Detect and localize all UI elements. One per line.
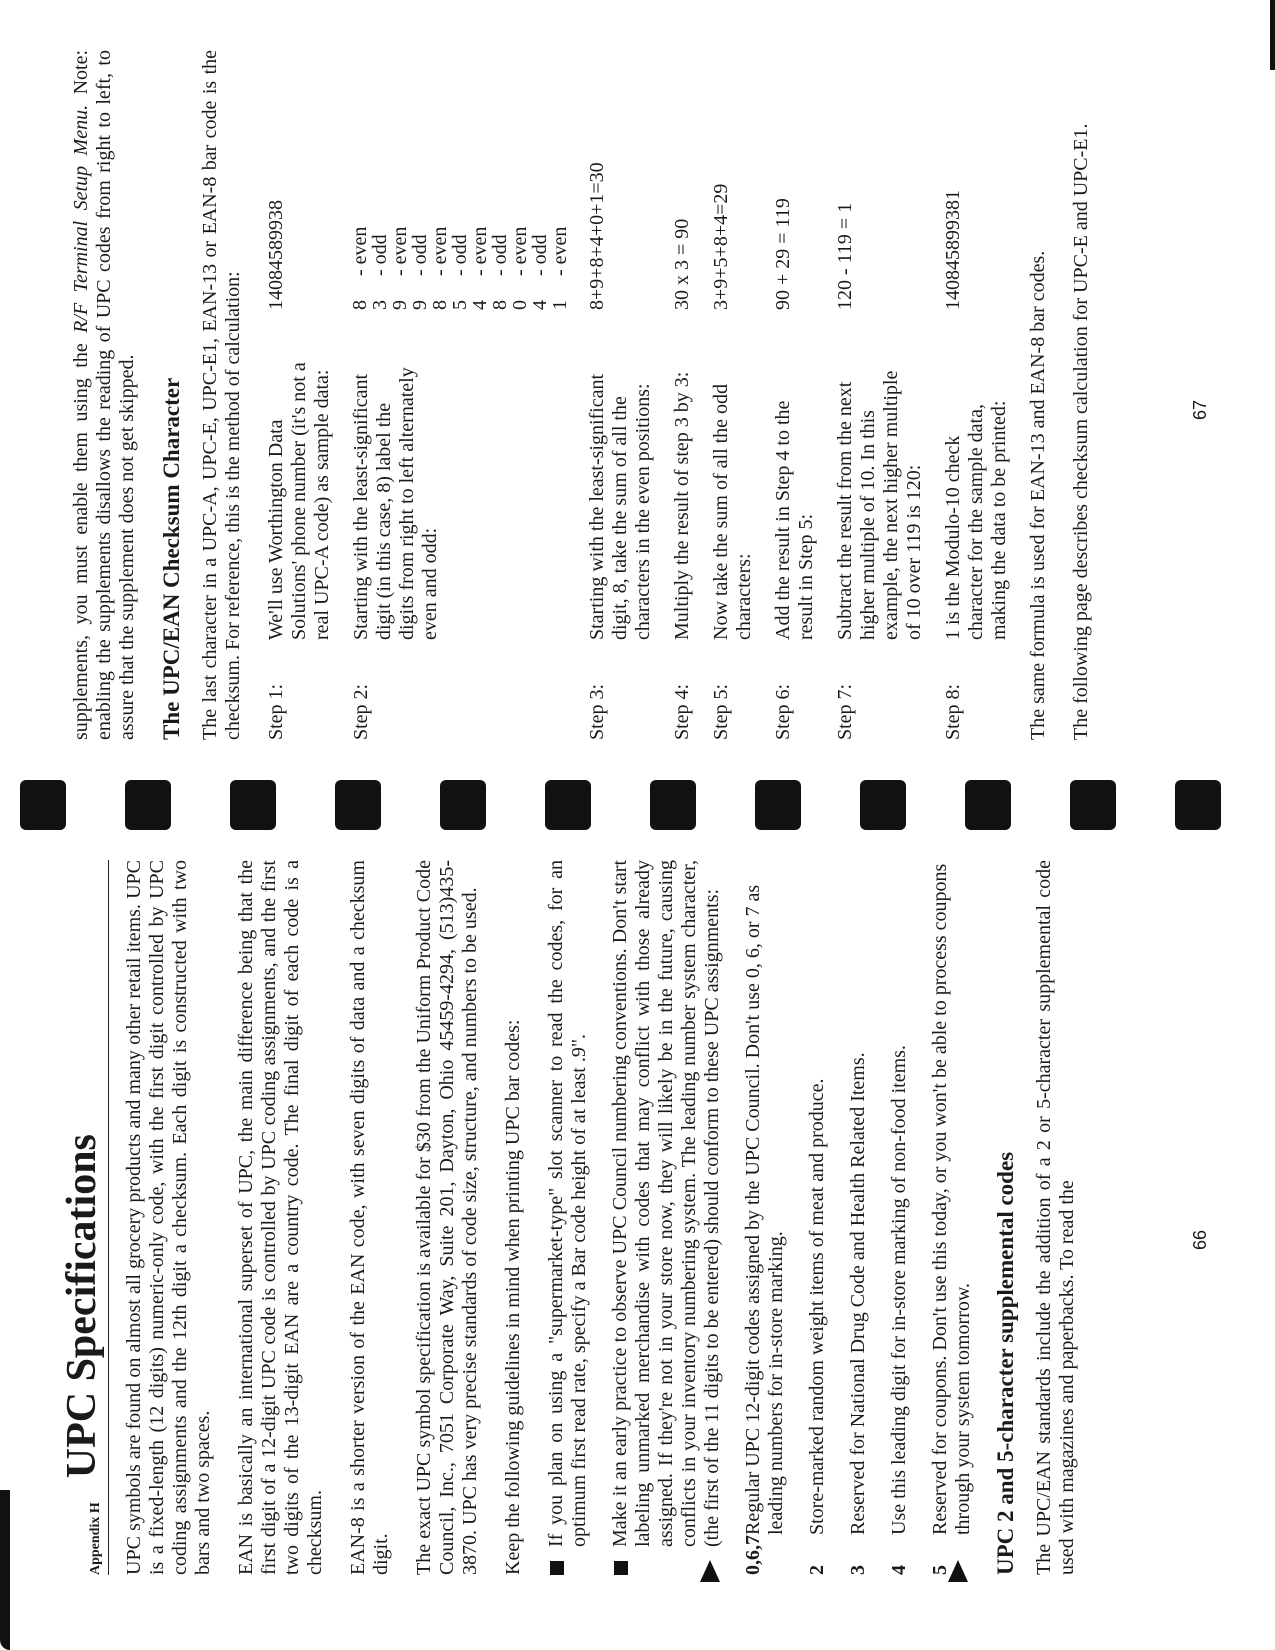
triangle-marker-icon: [700, 1560, 720, 1582]
paragraph: EAN-8 is a shorter version of the EAN code, with seven digits of data and a checksum digit.: [347, 860, 392, 1575]
binding-ring: [545, 780, 591, 830]
code-number: 2: [806, 1565, 828, 1575]
step-row: [671, 50, 694, 740]
intro-text: Note: enabling the supplements disallows the reading of UPC codes from right to left, to assure that the supplement does not get skipped.: [70, 49, 138, 740]
step-result: 3+9+5+8+4=29: [710, 183, 732, 310]
step-label: Step 2:: [350, 683, 372, 740]
digit: 3: [369, 300, 391, 310]
step-description: Now take the sum of all the odd characters:: [710, 383, 755, 640]
code-assignment: [929, 860, 975, 1575]
left-page: [0, 830, 1275, 1630]
step-row: [265, 50, 334, 740]
step-label: Step 6:: [772, 683, 794, 740]
step-row: [586, 50, 655, 740]
digit-parity-list: [350, 216, 570, 310]
code-number: 4: [888, 1565, 910, 1575]
bullet-text: If you plan on using a "supermarket-type" slot scanner to read the codes, for an optimum first read rate, specify a Bar code height of at least .9".: [545, 860, 590, 1547]
code-number: 5: [929, 1565, 951, 1575]
step-description: Multiply the result of step 3 by 3:: [671, 371, 693, 640]
paragraph: The last character in a UPC-A, UPC-E, UPC-E1, EAN-13 or EAN-8 bar code is the checksum. For reference, this is the method of calculation:: [199, 50, 244, 740]
right-page: [0, 20, 1275, 780]
binding-ring: [1070, 780, 1116, 830]
digit: 0: [509, 300, 531, 310]
step-description: Add the result in Step 4 to the result in Step 5:: [772, 400, 817, 640]
binding-ring: [125, 780, 171, 830]
parity: - even: [549, 226, 571, 276]
checksum-steps: [265, 50, 1011, 740]
bullet-item: [545, 860, 591, 1575]
bullet-square-icon: [614, 1561, 628, 1575]
step-row: [942, 50, 1011, 740]
code-text: Store-marked random weight items of meat and produce.: [806, 1078, 828, 1535]
step-label: Step 3:: [586, 683, 608, 740]
digit: 8: [489, 300, 511, 310]
page-edge: [1270, 0, 1275, 70]
menu-name: R/F Terminal Setup Menu.: [70, 104, 92, 333]
digit: 8: [429, 300, 451, 310]
parity: - even: [469, 226, 491, 276]
step-result: 30 x 3 = 90: [671, 218, 693, 310]
code-assignment: [888, 860, 911, 1575]
digit: 9: [389, 300, 411, 310]
step-row: [710, 50, 756, 740]
code-number: 0,6,7: [742, 1535, 764, 1575]
parity: - odd: [529, 234, 551, 276]
digit: 4: [469, 300, 491, 310]
triangle-marker-icon: [948, 1560, 968, 1582]
step-result: 8+9+8+4+0+1=30: [586, 162, 608, 310]
binding-ring: [20, 780, 66, 830]
bullet-text: Make it an early practice to observe UPC Council numbering conventions. Don't start labeling unmarked merchandise with codes that may conflict with those already assigned. If they're not in your store now, they will likely be in the future, causing conflicts in your inventory numbering system. The leading number system character, (the first of the 11 digits to be entered) should conform to these UPC assignments:: [609, 860, 723, 1547]
parity: - odd: [489, 234, 511, 276]
spiral-binding: [0, 775, 1275, 835]
code-text: Regular UPC 12-digit codes assigned by the UPC Council. Don't use 0, 6, or 7 as leading numbers for in-store marking.: [742, 884, 787, 1535]
code-assignment: [742, 860, 788, 1575]
step-row: [834, 50, 926, 740]
step-label: Step 8:: [942, 683, 964, 740]
appendix-label: Appendix H: [88, 1502, 103, 1575]
code-text: Reserved for coupons. Don't use this today, or you won't be able to process coupons through your system tomorrow.: [929, 863, 974, 1535]
step-label: Step 5:: [710, 683, 732, 740]
step-description: Subtract the result from the next higher multiple of 10. In this example, the next higher multiple of 10 over 119 is 120:: [834, 370, 925, 640]
parity: - even: [349, 226, 371, 276]
code-assignment: [806, 860, 829, 1575]
parity: - even: [389, 226, 411, 276]
paragraph: The following page describes checksum calculation for UPC-E and UPC-E1.: [1070, 123, 1092, 740]
step-description: 1 is the Modulo-10 check character for the sample data, making the data to be printed:: [942, 400, 1010, 640]
binding-ring: [860, 780, 906, 830]
code-number: 3: [847, 1565, 869, 1575]
binding-ring: [230, 780, 276, 830]
parity: - odd: [449, 234, 471, 276]
bullet-item: [609, 860, 724, 1575]
step-result: 140845899381: [942, 190, 964, 310]
bullet-square-icon: [550, 1561, 564, 1575]
binding-ring: [650, 780, 696, 830]
page-title: UPC Specifications: [59, 1134, 105, 1479]
step-result: 90 + 29 = 119: [772, 198, 794, 310]
page-number: 67: [1190, 399, 1210, 420]
intro-paragraph: [70, 50, 139, 740]
step-label: Step 1:: [265, 683, 287, 740]
paragraph: Keep the following guidelines in mind when printing UPC bar codes:: [502, 1019, 524, 1575]
digit: 8: [349, 300, 371, 310]
binding-ring: [965, 780, 1011, 830]
intro-text: supplements, you must enable them using the: [70, 332, 92, 740]
code-text: Use this leading digit for in-store marking of non-food items.: [888, 1045, 910, 1535]
binding-ring: [1175, 780, 1221, 830]
section-heading: The UPC/EAN Checksum Character: [159, 377, 184, 740]
binding-ring: [440, 780, 486, 830]
section-heading: UPC 2 and 5-character supplemental codes: [993, 1151, 1018, 1575]
code-text: Reserved for National Drug Code and Health Related Items.: [847, 1052, 869, 1535]
digit: 4: [529, 300, 551, 310]
step-label: Step 7:: [834, 683, 856, 740]
paragraph: EAN is basically an international superset of UPC, the main difference being that the first digit of a 12-digit UPC code is controlled by UPC coding assignments, and the first two digits of the 13-digit EAN are a country code. The final digit of each code is a checksum.: [235, 860, 326, 1575]
digit: 1: [549, 300, 571, 310]
paragraph: The exact UPC symbol specification is available for $30 from the Uniform Product Code Council, Inc., 7051 Corporate Way, Suite 201, Dayton, Ohio 45459-4294, (513)435-3870. UPC has very precise standards of code size, structure, and numbers to be used.: [413, 860, 481, 1575]
step-result: 120 - 119 = 1: [834, 202, 856, 310]
parity: - odd: [409, 234, 431, 276]
digit: 9: [409, 300, 431, 310]
binding-ring: [335, 780, 381, 830]
paragraph: The same formula is used for EAN-13 and EAN-8 bar codes.: [1027, 250, 1049, 740]
page-corner: [0, 1490, 10, 1650]
paragraph: UPC symbols are found on almost all grocery products and many other retail items. UPC is a fixed-length (12 digits) numeric-only code, with the first digit controlled by UPC coding assignments and the 12th digit a checksum. Each digit is constructed with two bars and two spaces.: [123, 860, 214, 1575]
code-assignment: [847, 860, 870, 1575]
digit: 5: [449, 300, 471, 310]
step-row: [772, 50, 818, 740]
parity: - even: [509, 226, 531, 276]
parity: - odd: [369, 234, 391, 276]
step-row: [350, 50, 570, 740]
page-number: 66: [1190, 1229, 1210, 1250]
step-result: 14084589938: [265, 200, 287, 310]
section-paragraph: The UPC/EAN standards include the addition of a 2 or 5-character supplemental code used with magazines and paperbacks. To read the: [1033, 860, 1078, 1575]
step-description: Starting with the least-significant digit (in this case, 8) label the digits from right to left alternately even and odd:: [350, 367, 441, 640]
page-header: [60, 860, 109, 1575]
parity: - even: [429, 226, 451, 276]
step-description: We'll use Worthington Data Solutions' phone number (it's not a real UPC-A code) as sample data:: [265, 362, 333, 640]
step-label: Step 4:: [671, 683, 693, 740]
binding-ring: [755, 780, 801, 830]
step-description: Starting with the least-significant digit, 8, take the sum of all the characters in the even positions:: [586, 373, 654, 640]
